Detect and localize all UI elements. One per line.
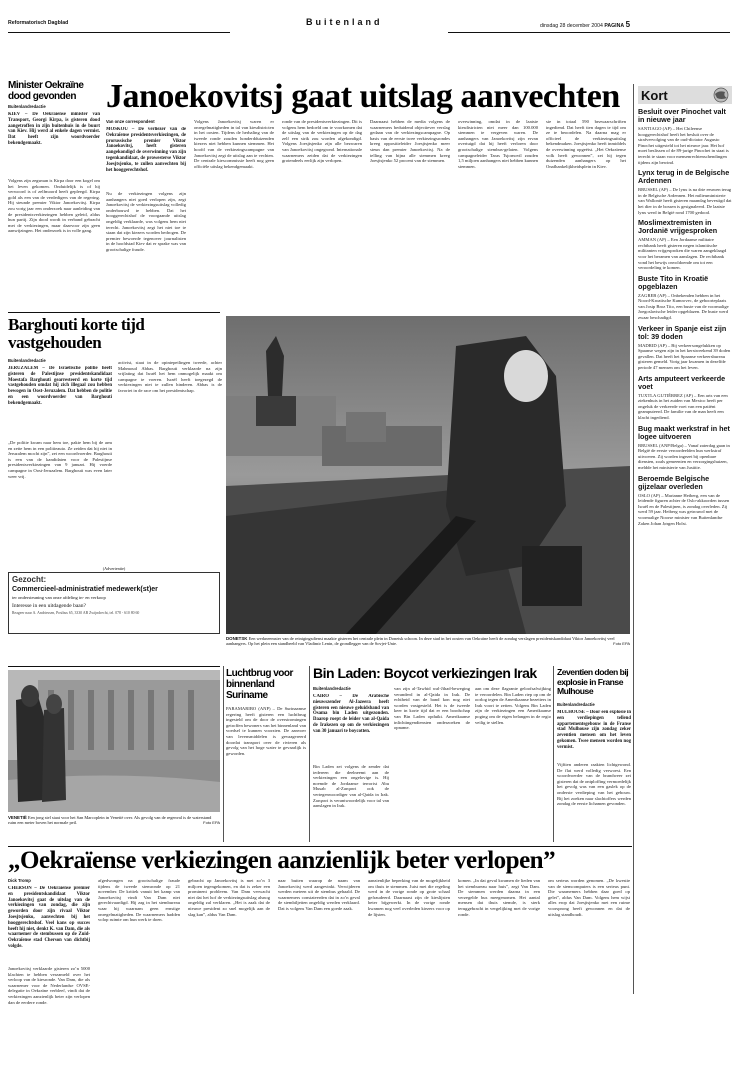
globe-icon (699, 87, 729, 103)
donetsk-photo (226, 316, 630, 634)
kort-item (638, 375, 732, 421)
kort-item-body: BRUSSEL (ANP/Belga) – Vanaf zaterdag gaan in België de eerste veroordeelden hun werkstraf uitvoeren. Zij worden ingezet bij openbare diensten, zoals gemeenten en verzorgingshuizen, meldde het ministerie van Justitie. (638, 442, 730, 470)
kort-item (638, 219, 732, 271)
bottom-col1: Janoekovitsj verklaarde gisteren zo’n 5000 klachten te hebben verzameld over het verloop van de kiesronde. Van Dam, die als waarnemer voor de Nederlandse OVSE-delegatie in Oekraïne verbleef, vindt dat de verkiezingen aanzienlijk beter zijn verlopen dan de eerdere ronde. (8, 966, 90, 1005)
barghouti-headline: Barghouti korte tijd vastgehouden (8, 315, 145, 352)
main-article (106, 119, 626, 311)
section-title: Buitenland (306, 17, 383, 27)
barghouti-col1: „De politie kwam naar hem toe, pakte hem bij de arm en zette hem in een politieauto. Ze zeiden dat hij niet in Jeruzalem mocht zijn”, zei een woordvoerder. Barghouti is een van de kandidaten voor de Palestijnse presidentsverkiezingen van 9 januari. Hij voerde campagne in Oost-Jeruzalem. Barghouti was even later weer vrij. (8, 440, 112, 479)
bottom-lead: CHERSON – De Oekraïense premier en presidentskandidaat Viktor Janoekovitsj gaat de uitslag van de verkiezingen van zondag, die zijn geworden door zijn rivaal Viktor Joesjtsjenko, aanvechten bij het hooggerechtshof. Veel kans op succes heeft hij niet, denkt K. van Dam, die als waarnemer de stembussen op de Zuid-Oekraïense stad Cherson van dichtbij volgde. (8, 886, 90, 949)
kort-item (638, 108, 732, 165)
ad-line1: Commercieel-administratief medewerk(st)er (12, 586, 158, 593)
main-lead: MOSKOU – De verliezer van de Oekraïense presidentsverkiezingen, de prorussische premier Viktor Janoekovitsj, heeft gisteren aangekondigd de overwinning van zijn tegenkandidaat, de prowesterse Viktor Joesjtsjenko, te zullen aanvechten bij het hooggerechtshof. (106, 127, 186, 173)
page-label: PAGINA (604, 23, 625, 29)
kort-label: Kort (641, 87, 668, 103)
kort-column (638, 86, 732, 990)
job-advertisement[interactable] (8, 572, 220, 634)
page-number: 5 (625, 20, 631, 29)
kort-item-body: OSLO (AP) – Marianne Heiberg, een van de leidende figuren achter de Oslo-akkoorden tussen Israël en de Palestijnen, is zondag overleden. Zij werd 59 jaar. Heiberg was getrouwd met de voormalige Noorse minister van Buitenlandse Zaken Johan Jørgen Holst. (638, 492, 730, 526)
venice-caption-label: VENETIË (8, 815, 27, 820)
main-byline: Van onze correspondent (106, 119, 155, 124)
kort-item (638, 325, 732, 371)
sidebar-byline: Buitenlandredactie (8, 104, 46, 109)
ad-line4: Reageer naar A. Andriessen, Postbus 65, 3330 AB Zwijndrecht, tel. 078 - 610 80 60 (12, 611, 140, 615)
kort-item-body: BRUSSEL (AP) – De lynx is na drie eeuwen terug in de Belgische Ardennen. Het milieuministerie van Wallonië heeft gisteren maandag bevestigd dat het dier in de bossen is gesignaleerd. De laatste lynx werd in België rond 1700 gedood. (638, 187, 732, 215)
ad-title: Gezocht: (12, 575, 47, 584)
donetsk-caption-label: DONETSK (226, 636, 248, 641)
bottom-col4: naar buiten waarop de naam van Janoekovitsj werd aangevinkt. Verwijderen werden meteen uit de stembus gehaald. De waarnemers constateerden dat in zo’n geval de stembiljetten ongeldig werden verklaard. Dat is volgens Van Dam een goede zaak. (278, 878, 360, 911)
kort-item-title: Beroemde Belgische gijzelaar overleden (638, 473, 710, 491)
main-col1: Nu de verkiezingen volgens zijn aanhangers niet goed verlopen zijn, zegt Janoekovitsj de verkiezingsuitslag volledig onderbouwd te hebben. Dat het hooggerechtshof de voorgaande uitslag ongeldig verklaarde, was volgens hem niet terecht. Janoekovitsj zegt het niet toe te staan dat zijn kiezers worden bedrogen. De premier bewoerde tegenover journalisten in de hoofdstad Kiev dat er sprake was van grootschalige fraude. (106, 191, 186, 252)
mulhouse-lead: MULHOUSE – Door een explosie in een verdiepingen tellend appartementsgebouw in de Franse stad Mulhouse zijn zondag zeker zeventien mensen om het leven gekomen. Twee mensen worden nog vermist. (557, 710, 631, 750)
venice-photo (8, 670, 220, 812)
main-col2: Volgens Janoekovitsj waren er onregelmatigheden in tal van kiesdistricten in het oosten. Tijdens de herhaling van de tweede ronde zouden honderdduizenden kiezers niet hebben kunnen stemmen. Het hoofd van de verkiezingscampagne van Janoekovitsj zegt de uitslag aan te vechten. De centrale kiescommissie heeft nog geen officiële uitslag bekendgemaakt. (194, 119, 274, 169)
binladen-byline: Buitenlandredactie (313, 686, 351, 691)
kort-item-title: Bug maakt werkstraf in het logee uitvoeren (638, 423, 730, 441)
bottom-article (8, 878, 632, 1064)
bottom-col2: afgedwongen na grootschalige fraude tijdens de tweede stemronde op 21 november. De kritiek vanuit het kamp van Janoekovitsj vindt Van Dam niet gerechtvaardigd. Hij zag in het stembureau waar hij waarnam geen ernstige onregelmatigheden. De waarnemers hadden volop ruimte om hun werk te doen. (98, 878, 180, 923)
venice-scene-image (8, 670, 220, 812)
bottom-col3: gebracht op Janoekovitsj is met zo’n 3 miljoen tegengekomen, en dat is zeker een prominent probleem. Van Dam verwacht niet dat het hof de verkiezingsuitslag alsnog ongeldig zal verklaren. „Het is zaak dat de nieuwe president zo snel mogelijk aan de slag kan”, aldus Van Dam. (188, 878, 270, 917)
sidebar-lead: KIEV – De Oekraïense minister van Transport, Georgi Kirpa, is gisteren dood aangetroffen in zijn buitenhuis in de buurt van Kiev. Hij werd al enkele dagen vermist. Dat heeft zijn woordvoerder bekendgemaakt. (8, 112, 100, 146)
sidebar-body: Volgens zijn zegsman is Kirpa door een kogel om het leven gekomen. Onduidelijk is of hij verwoord is of zelfmoord heeft gepleegd. Kirpa gold als een van de verdedigers van de regering. Hij steunde premier Viktor Janoekovitsj. Kirpa zou vorig jaar een onderzoek naar aanleiding van de presidentsverkiezingen hebben geleid, aldus hun partij. Zijn dood wordt in verband gebracht met de verkiezingen, maar daarvoor zijn geen aanwijzingen. Het onderzoek is in volle gang. (8, 178, 100, 234)
suriname-headline: Luchtbrug voor binnenland Suriname (226, 668, 293, 701)
kort-item-title: Verkeer in Spanje eist zijn tol: 39 doden (638, 323, 727, 341)
kort-item-title: Buste Tito in Kroatië opgeblazen (638, 273, 709, 291)
kort-item (638, 425, 732, 471)
kort-item-title: Arts amputeert verkeerde voet (638, 373, 726, 391)
sidebar-article (8, 80, 100, 275)
ad-line3: Interesse in een uitdagende baan? (12, 603, 86, 609)
mulhouse-body: Vijftien anderen raakten lichtgewond. De flat werd volledig verwoest. Een woordvoerder van de brandweer zei gisteren dat de ontploffing vermoedelijk het gevolg was van een gaslek op de onderste verdieping van het gebouw. Bij het zoeken naar slachtoffers werden zondag de eerste lichamen gevonden. (557, 762, 631, 807)
main-col4: Daarnaast hebben de media volgens de waarnemers beduidend objectiever verslag gedaan van de verkiezingscampagne. Op basis van de eerste twee verkiezingsrondes kreeg oppositieleider Joesjtsjenko meer steun dan premier Janoekovitsj. Na de telling van bijna alle stemmen kreeg Joesjtsjenko 52 procent van de stemmen. (370, 119, 450, 164)
bottom-col6: komen. „In dat geval kwamen de lieden van het stembureau naar huis”, zegt Van Dam. De stemmen werden daarna in een verzegelde bus meegenomen. Het aantal mensen dat thuis stemde, is sterk teruggebracht in vergelijking met de vorige ronde. (458, 878, 540, 917)
mulhouse-headline: Zeventien doden bij explosie in Franse Mulhouse (557, 667, 629, 697)
venice-credit: Foto EPA (203, 820, 220, 826)
kort-item (638, 475, 732, 527)
bottom-byline: Dick Tromp (8, 878, 31, 883)
suriname-body: PARAMARIBO (ANP) – De Surinaamse regering heeft gisteren een luchtbrug ingesteld om de door de overstromingen getroffen bewoners van het binnenland van voedsel te kunnen voorzien. De aanvoer van levensmiddelen is gevaagereerd doordat transport over de rivieren als gevolg van het hoge water te gevaarlijk is geworden. (226, 706, 306, 756)
barghouti-col2: activist, staat in de opiniepeilingen tweede, achter Mahmoud Abbas. Barghouti verklaarde na zijn vrijlating dat Israël het hem onmogelijk maakt om campagne te voeren. Israël heeft toegezegd de verkiezingen niet te zullen hinderen. Abbas is de favoriet in de race om het presidentschap. (118, 360, 222, 393)
bottom-headline: „Oekraïense verkiezingen aanzienlijk beter verlopen” (8, 847, 556, 874)
binladen-col3: aan om deze flagrante geloofsafwijking te veroordelen. Bin Laden riep op om de oorlog tegen de Amerikaanse bezetters in Irak voort te zetten. Volgens Bin Laden zijn de verkiezingen een Amerikaanse poging om de eigen belangen in de regio veilig te stellen. (475, 686, 551, 725)
binladen-headline: Bin Laden: Boycot verkiezingen Irak (313, 665, 537, 681)
venice-caption: VENETIË Een jong stel staat voor het San Marcoplein in Venetië over. Als gevolg van de regenval is de waterstand ruim een meter boven het normale peil. Foto EPA (8, 815, 220, 826)
binladen-col2: van zijn al-Tawhid wal-Jihad-beweging veranderd in al-Qaida in Irak. De echtheid van de band kon nog niet worden vastgesteld. Het is de tweede keer in korte tijd dat er een boodschap van Bin Laden opduikt. Amerikaanse inlichtingendiensten onderzoeken de opname. (394, 686, 470, 731)
kort-item (638, 275, 732, 321)
barghouti-byline: Buitenlandredactie (8, 358, 46, 363)
kort-item-title: Moslimextremisten in Jordanië vrijgesproken (638, 218, 718, 236)
ad-label: (Advertentie) (102, 566, 126, 571)
barghouti-lead: JERUZALEM – De Israëlische politie heeft gisteren de Palestijnse presidentskandidaat Moestafa Barghouti gearresteerd en korte tijd vastgehouden omdat hij zich illegaal zou hebben bewogen in Oost-Jeruzalem. Dat hebben de politie en een woordvoerder van Barghouti bekendgemaakt. (8, 366, 112, 406)
kort-item-body: ZAGREB (AP) – Onbekenden hebben in het Noord-Kroatische Kumrovec, de geboorteplaats van Josip Broz Tito, een buste van de voormalige Joegoslavische leider opgeblazen. De buste werd zwaar beschadigd. (638, 292, 729, 321)
kort-item (638, 169, 732, 215)
kort-item-body: MADRID (AP) – Bij verkeersongelukken op Spaanse wegen zijn in het kerstweekend 39 doden gevallen. Dat heeft het Spaanse verkeersbureau gisteren gemeld. Vorig jaar kwamen in dezelfde periode 47 mensen om het leven. (638, 342, 731, 371)
kort-item-body: AMMAN (AP) – Een Jordaanse militaire rechtbank heeft gisteren negen islamitische militanten vrijgesproken die waren aangeklaagd voor het beramen van aanslagen. De rechtbank vond het bewijs onvoldoende om tot een veroordeling te komen. (638, 237, 727, 271)
main-headline: Janoekovitsj gaat uitslag aanvechten (106, 78, 620, 115)
donetsk-scene-image (226, 316, 630, 634)
mulhouse-byline: Buitenlandredactie (557, 702, 595, 707)
bottom-col5: aanzienlijke beperking van de mogelijkheid om thuis te stemmen. Juist met die regeling werd in de vorige ronde op grote schaal gefraudeerd. Daarnaast zijn de kieslijsten beter bijgewerkt. In de vorige ronde kwamen nog veel overleden kiezers voor op de lijsten. (368, 878, 450, 917)
donetsk-credit: Foto EPA (613, 641, 630, 647)
bottom-col7: om serieus worden genomen. „De kwestie van de stemcomputers is een serieus punt. Die waarnemers hebben daar goed op gelet”, aldus Van Dam. Volgens hem wijst alles erop dat Joesjtsjenko met een ruime voorsprong heeft gewonnen en dat de uitslag standhoudt. (548, 878, 630, 917)
main-col6: sie in totaal 590 bezwaarschriften ingediend. Dat heeft tien dagen te tijd om ze te beoordelen. Na daarna mag er officieel de verkiezingsuitslag bekendmaken. Joesjtsjenko heeft inmiddels de overwinning opgeëist. „Het Oekraïense volk heeft gewonnen”, zei hij tegen duizenden aanhangers op het Onafhankelijkheidsplein in Kiev. (546, 119, 626, 169)
ad-line2: ter ondersteuning van onze afdeling in- en verkoop (12, 595, 106, 600)
kort-item-title: Lynx terug in de Belgische Ardennen (638, 168, 730, 186)
main-col3: ronde van de presidentsverkiezingen. Dit is volgens hem bedoeld om te voorkomen dat de uitslag van de verkiezingen op de dag zelf een strik zou worden afgekondigd. Volgens Joesjtsjenko zijn alle bezwaren van Janoekovitsj ongegrond. Internationale waarnemers zeiden dat de verkiezingen grotendeels eerlijk zijn verlopen. (282, 119, 362, 164)
page-date: dinsdag 28 december 2004 PAGINA 5 (540, 20, 631, 29)
main-col5: overwinning, omdat in de laatste kiesdistricten niet meer dan 100.000 stemmen te vergeven waren. De aanhangers van Janoekovitsj zijn ervan overtuigd dat hij heeft verloren door grootschalige stembus-gelaten. Volgens campagneleider Taras Tsjornovil zouden 1,5 miljoen aanhangers niet hebben kunnen stemmen. (458, 119, 538, 169)
binladen-col1: Bin Laden zei volgens de zender dat iedereen die deelneemt aan de verkiezingen een ongelovige is. Hij noemde de Jordaanse terrorist Abu Musab al-Zarqawi ook de vertegenwoordiger van al-Qaida in Irak. Zarqawi is verantwoordelijk voor tal van aanslagen in Irak. (313, 764, 389, 809)
donetsk-caption: DONETSK Een werkneemster van de reinigingsdienst maakte gisteren het centrale plein in Donetsk schoon. In deze stad in het oosten van Oekraïne heeft de zondag verslagen presidentskandidaat Viktor Janoekovitsj veel aanhangers. Op het plein een standbeeld van Vladimir Lenin, de grondlegger van de Sovjet-Unie. Foto EPA (226, 636, 630, 647)
binladen-lead: CAÏRO – De Arabische nieuwszender Al-Jazeera heeft gisteren een nieuwe geluidsband van Osama bin Laden uitgezonden. Daarop roept de leider van al-Qaida de Irakezen op om de verkiezingen van 30 januari te boycotten. (313, 694, 389, 734)
kort-item-body: SANTIAGO (AP) – Het Chileense hooggerechtshof heeft het besluit over de strafvervolging van de oud-dictator Augusto Pinochet uitgesteld tot het nieuwe jaar. Het hof moet beslissen of de 89-jarige Pinochet in staat is terecht te staan voor mensenrechtenschendingen tijdens zijn bewind. (638, 126, 729, 165)
publication-name: Reformatorisch Dagblad (8, 20, 69, 26)
kort-item-body: TUXTLA GUTIÉRREZ (AP) – Een arts van een ziekenhuis in het zuiden van Mexico heeft per ongeluk de verkeerde voet van een patiënt geamputeerd. De familie van de man heeft een klacht ingediend. (638, 392, 728, 420)
sidebar-headline: Minister Oekraïne dood gevonden (8, 80, 84, 102)
kort-item-title: Besluit over Pinochet valt in nieuwe jaar (638, 107, 726, 124)
